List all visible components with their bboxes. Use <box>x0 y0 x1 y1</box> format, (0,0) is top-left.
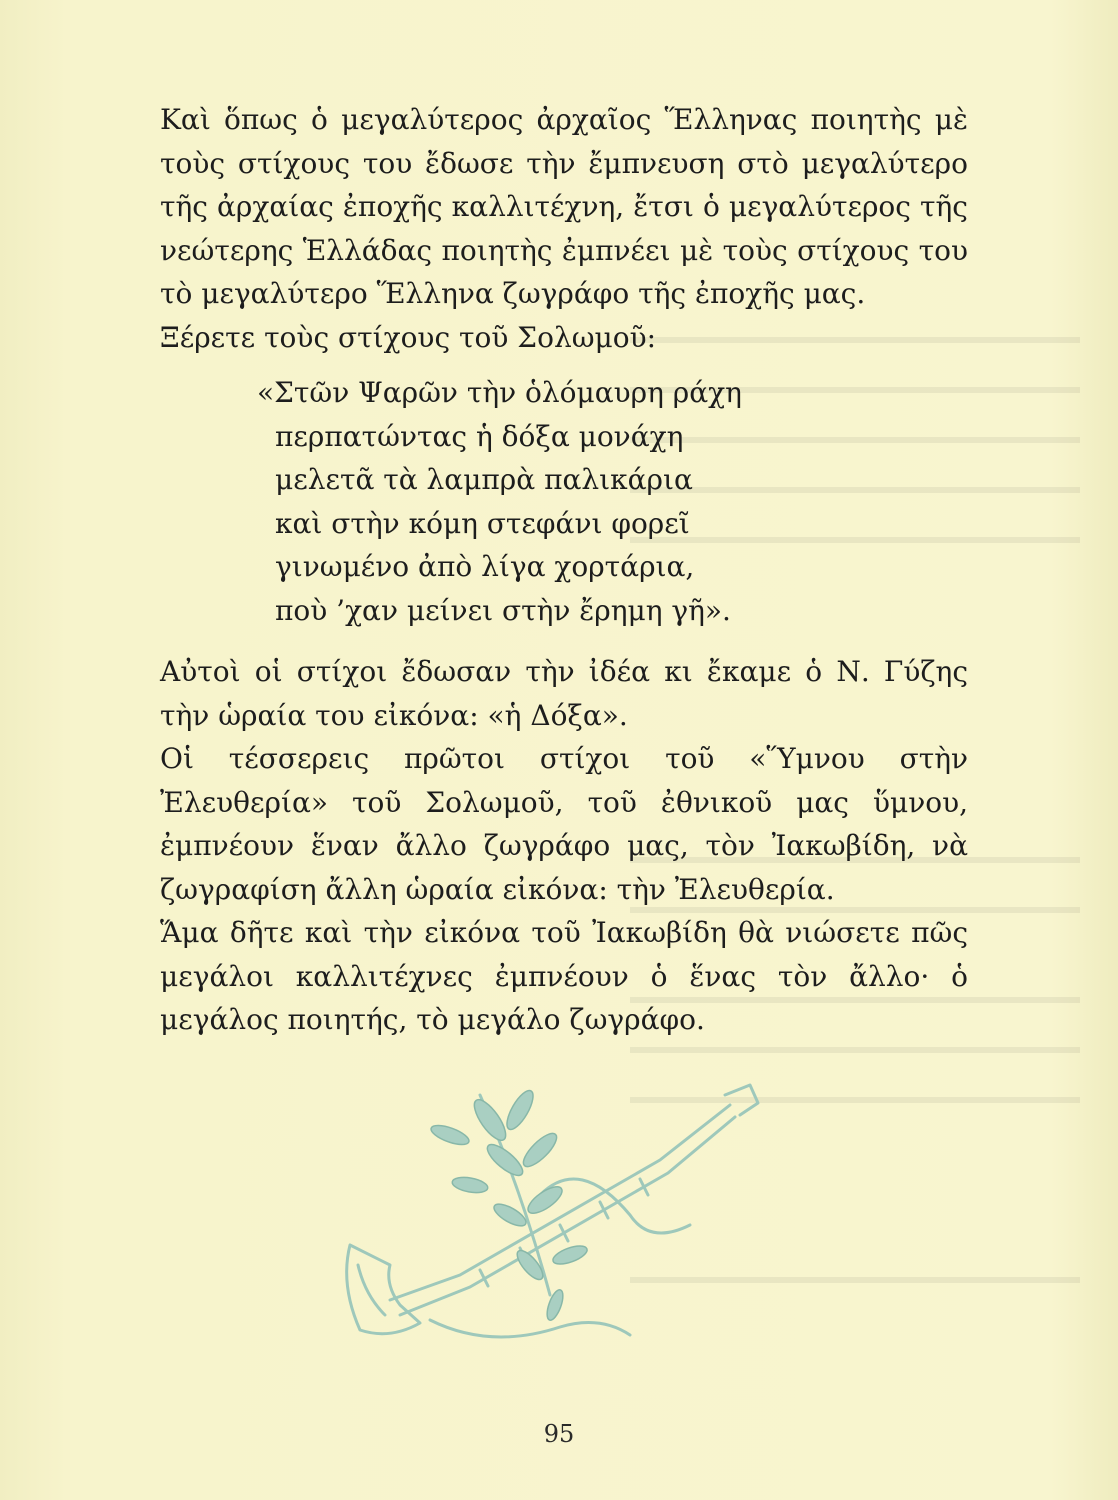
laurel-and-trumpet-ornament-icon <box>330 1065 770 1345</box>
paragraph-gyzis: Αὐτοὶ οἱ στίχοι ἔδωσαν τὴν ἰδέα κι ἔκαμε ὁ Ν. Γύζης τὴν ὡραία του εἰκόνα: «ἡ Δόξα». <box>160 655 968 732</box>
paragraph-intro: Καὶ ὅπως ὁ μεγαλύτερος ἀρχαῖος Ἕλληνας ποιητὴς μὲ τοὺς στίχους του ἔδωσε τὴν ἔμπνευση στὸ μεγαλύτερο τῆς ἀρχαίας ἐποχῆς καλλιτέχνη, ἔτσι ὁ μεγαλύτερος τῆς νεώτερης Ἑλλάδας ποιητὴς ἐμπνέει μὲ τοὺς στίχους του τὸ μεγαλύτερο Ἕλληνα ζωγράφο τῆς ἐποχῆς μας. <box>160 103 968 310</box>
poem-quote <box>257 371 968 632</box>
paragraph-conclusion: Ἅμα δῆτε καὶ τὴν εἰκόνα τοῦ Ἰακωβίδη θὰ νιώσετε πῶς μεγάλοι καλλιτέχνες ἐμπνέουν ὁ ἕνας τὸν ἄλλο· ὁ μεγάλος ποιητής, τὸ μεγάλο ζωγράφο. <box>160 916 968 1036</box>
paragraph-hymn: Οἱ τέσσερεις πρῶτοι στίχοι τοῦ «Ὕμνου στὴν Ἐλευθερία» τοῦ Σολωμοῦ, τοῦ ἐθνικοῦ μας ὕμνου, ἐμπνέουν ἕναν ἄλλο ζωγράφο μας, τὸν Ἰακωβίδη, νὰ ζωγραφίση ἄλλη ὡραία εἰκόνα: τὴν Ἐλευθερία. <box>160 742 968 906</box>
verse-line: καὶ στὴν κόμη στεφάνι φορεῖ <box>275 506 690 540</box>
verse-line: γινωμένο ἀπὸ λίγα χορτάρια, <box>275 550 695 583</box>
verse-line: ποὺ ’χαν μείνει στὴν ἔρημη γῆ». <box>275 593 731 627</box>
paragraph-question: Ξέρετε τοὺς στίχους τοῦ Σολωμοῦ: <box>160 320 657 354</box>
verse-line: «Στῶν Ψαρῶν τὴν ὁλόμαυρη ράχη <box>257 376 742 409</box>
page-number: 95 <box>543 1420 575 1448</box>
body-text <box>160 98 968 1042</box>
verse-line: μελετᾶ τὰ λαμπρὰ παλικάρια <box>275 463 693 496</box>
verse-line: περπατώντας ἡ δόξα μονάχη <box>275 419 684 453</box>
